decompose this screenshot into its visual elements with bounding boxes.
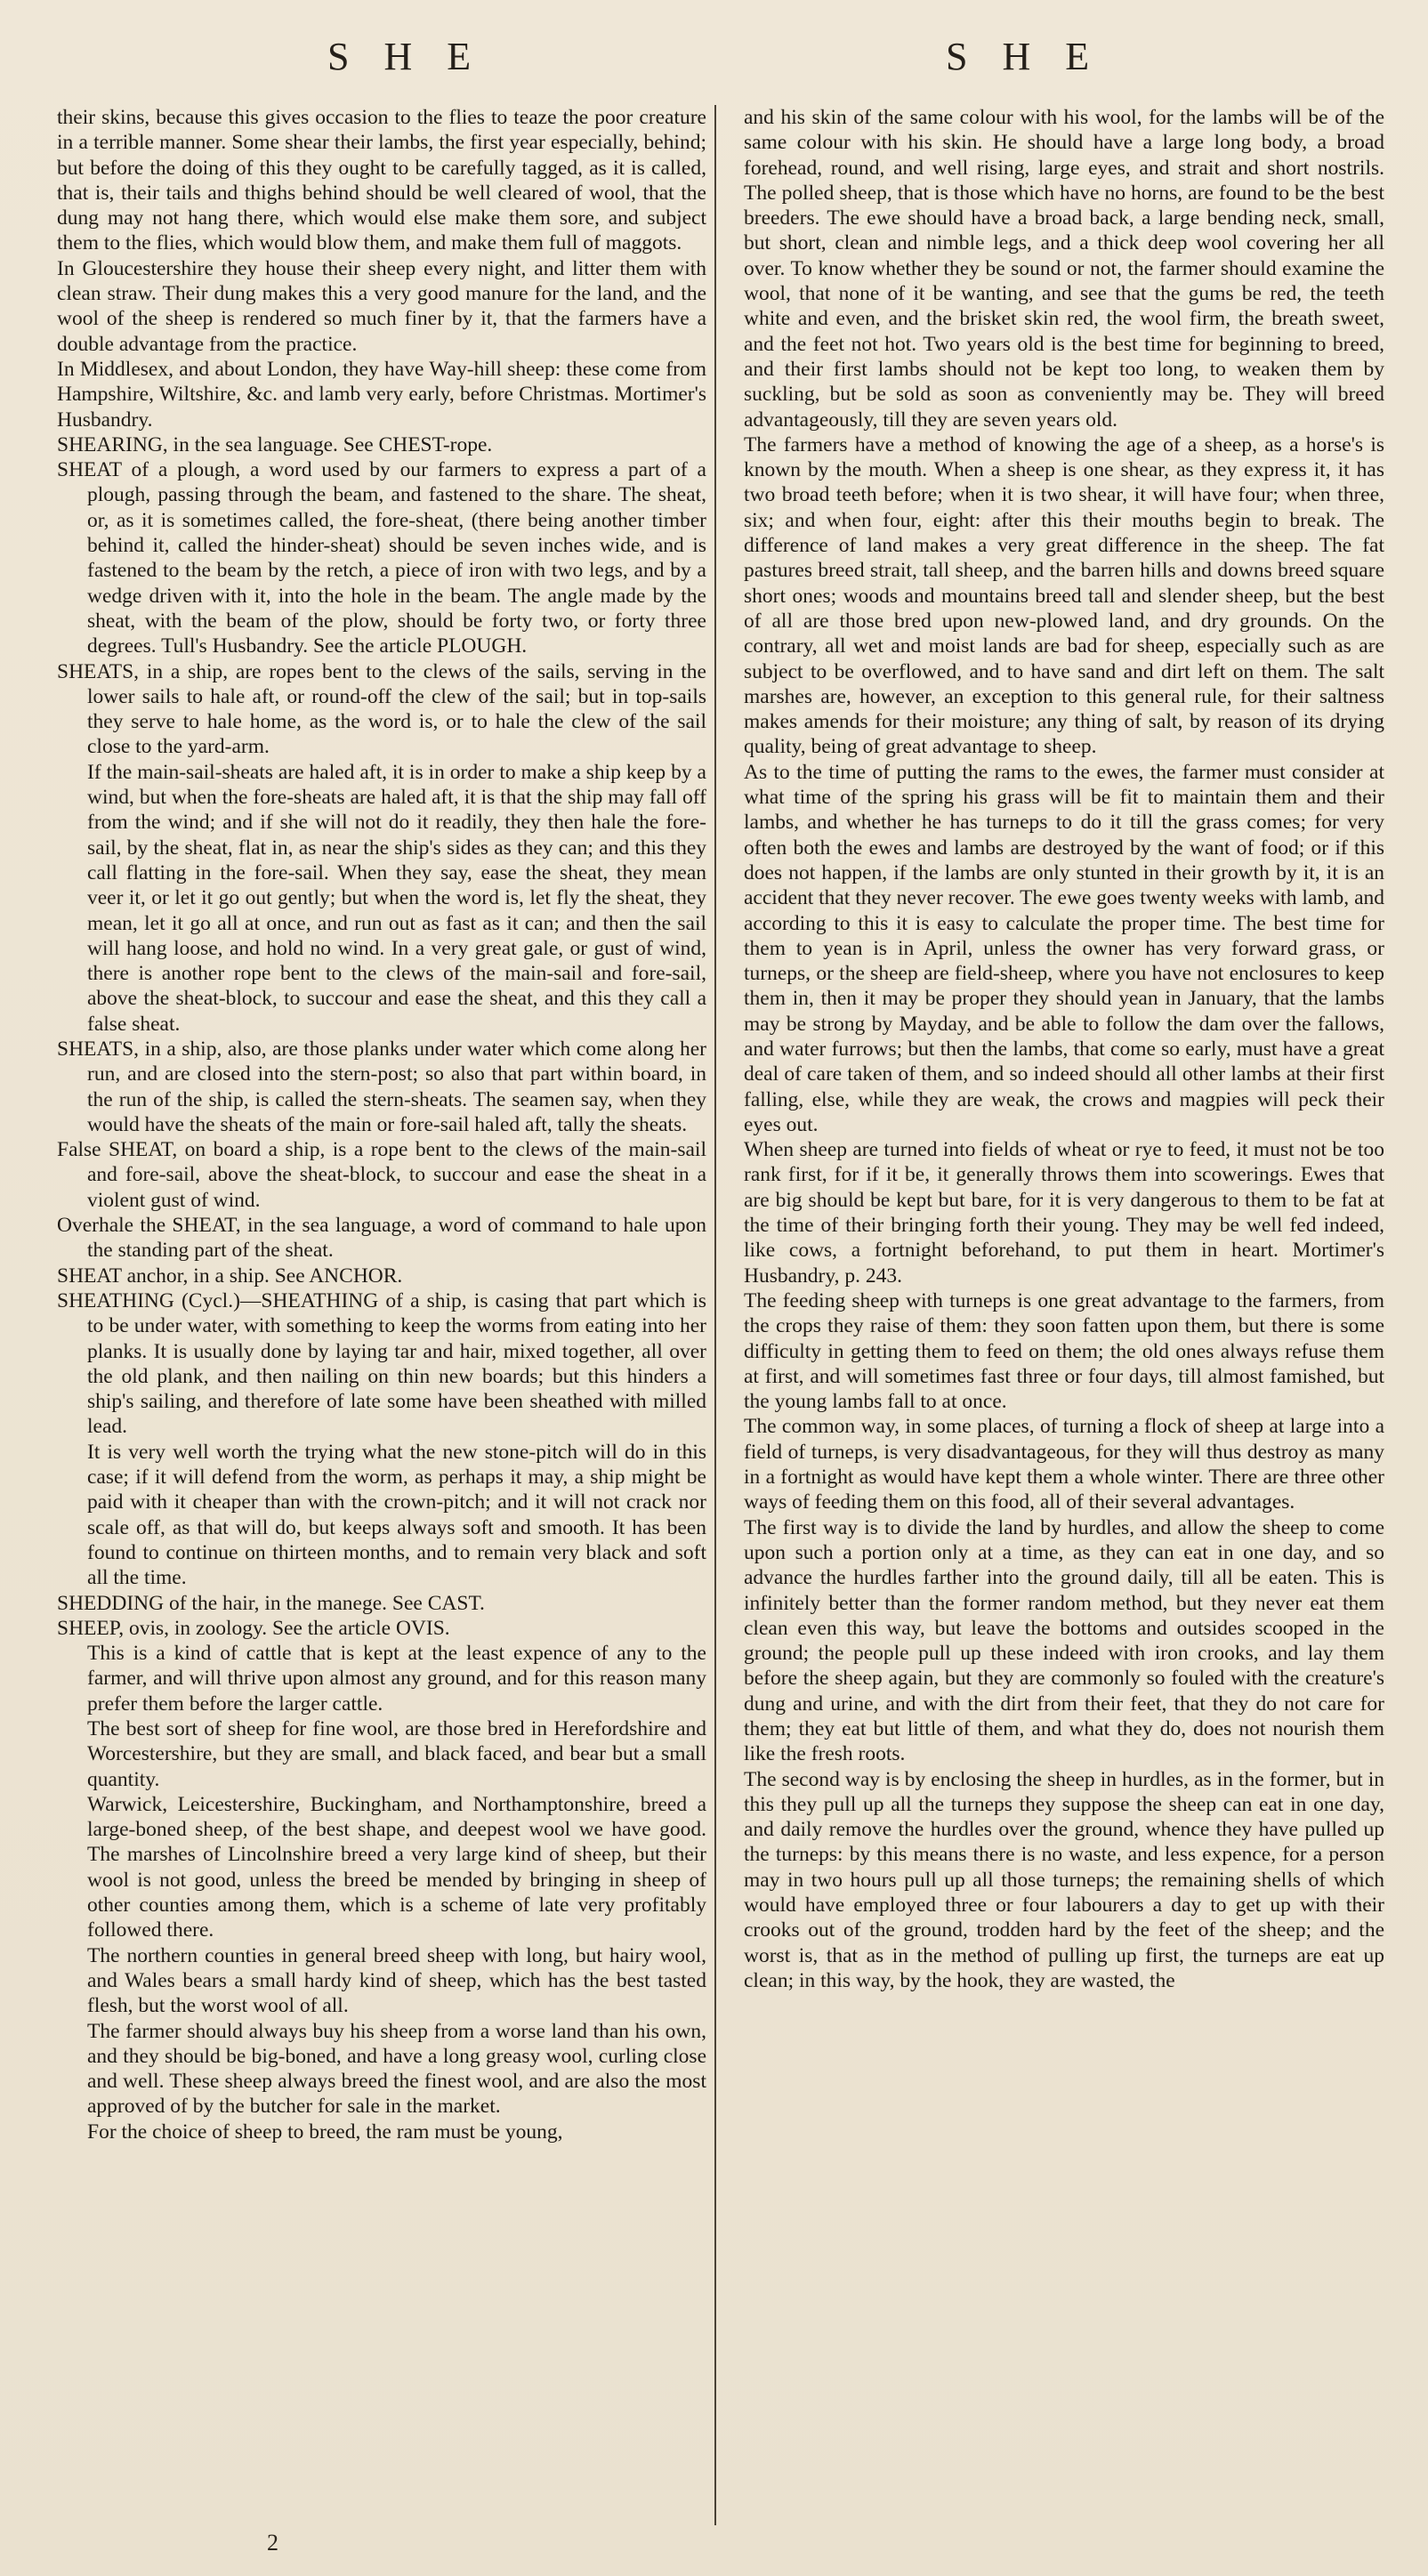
paragraph: In Middlesex, and about London, they have Way-hill sheep: these come from Hampshire, Wiltshire, &c. and lamb very early, before Christmas. Mortimer's Husbandry. xyxy=(57,357,706,432)
paragraph: SHEEP, ovis, in zoology. See the article OVIS. xyxy=(57,1616,450,1640)
page-folio: 2 xyxy=(267,2530,278,2556)
paragraph: The farmer should always buy his sheep from a worse land than his own, and they should be big-boned, and have a long greasy wool, curling close and well. These sheep always breed the finest wool, and are also the most approved of by the butcher for sale in the market. xyxy=(87,2019,706,2119)
paragraph: False SHEAT, on board a ship, is a rope bent to the clews of the main-sail and fore-sail, above the sheat-block, to succour and ease the sheat in a violent gust of wind. xyxy=(57,1138,706,1212)
paragraph: SHEARING, in the sea language. See CHEST-rope. xyxy=(57,432,493,456)
paragraph: For the choice of sheep to breed, the ram must be young, xyxy=(87,2120,563,2144)
paragraph: In Gloucestershire they house their sheep every night, and litter them with clean straw. Their dung makes this a very good manure for the land, and the wool of the sheep is rendered so much finer by it, that the farmers have a double advantage from the practice. xyxy=(57,256,706,356)
paragraph: The first way is to divide the land by hurdles, and allow the sheep to come upon such a portion only at a time, as they can eat in one day, and so advance the hurdles farther into the ground daily, till all be eaten. This is infinitely better than the former random method, but they never eat them clean even this way, but leave the bottoms and outsides scooped in the ground; the people pull up these indeed with iron crooks, and lay them before the sheep again, but they are commonly so fouled with the creature's dung and urine, and with the dirt from their feet, that they do not care for them; they eat but little of them, and what they do, does not nourish them like the fresh roots. xyxy=(744,1515,1384,1766)
paragraph: The farmers have a method of knowing the age of a sheep, as a horse's is known by the mouth. When a sheep is one shear, as they express it, it has two broad teeth before; when it is two shear, it will have four; when three, six; and when four, eight: after this their mouths begin to break. The difference of land makes a very great difference in the sheep. The fat pastures breed strait, tall sheep, and the barren hills and downs breed square short ones; woods and mountains breed tall and slender sheep, but the best of all are those bred upon new-plowed land, and dry grounds. On the contrary, all wet and moist lands are bad for sheep, especially such as are subject to be overflowed, and to have sand and dirt left on them. The salt marshes are, however, an exception to this general rule, for their saltness makes amends for their moisture; any thing of salt, by reason of its drying quality, being of great advantage to sheep. xyxy=(744,432,1384,759)
paragraph: It is very well worth the trying what the new stone-pitch will do in this case; if it will defend from the worm, as perhaps it may, a ship might be paid with it cheaper than with the crown-pitch; and it will not crack nor scale off, as that will do, but keeps always soft and smooth. It has been found to continue on thirteen months, and to remain very black and soft all the time. xyxy=(87,1440,706,1590)
paragraph: and his skin of the same colour with his wool, for the lambs will be of the same colour with his skin. He should have a large long body, a broad forehead, round, and well rising, large eyes, and strait and short nostrils. The polled sheep, that is those which have no horns, are found to be the best breeders. The ewe should have a broad back, a large bending neck, small, but short, clean and nimble legs, and a thick deep wool covering her all over. To know whether they be sound or not, the farmer should examine the wool, that none of it be wanting, and see that the gums be red, the teeth white and even, and the brisket skin red, the wool firm, the breath sweet, and the feet not hot. Two years old is the best time for beginning to breed, and their first lambs should not be kept too long, to weaken them by suckling, but be sold as soon as conveniently may be. They will breed advantageously, till they are seven years old. xyxy=(744,106,1384,432)
paragraph: SHEDDING of the hair, in the manege. See CAST. xyxy=(57,1591,485,1615)
paragraph: SHEAT of a plough, a word used by our farmers to express a part of a plough, passing through the beam, and fastened to the share. The sheat, or, as it is sometimes called, the fore-sheat, (there being another timber behind it, called the hinder-sheat) should be seven inches wide, and is fastened to the beam by the retch, a piece of iron with two legs, and by a wedge driven with it, into the hole in the beam. The angle made by the sheat, with the beam of the plow, should be forty two, or forty three degrees. Tull's Husbandry. See the article PLOUGH. xyxy=(57,458,706,658)
paragraph: their skins, because this gives occasion to the flies to teaze the poor creature in a terrible manner. Some shear their lambs, the first year especially, behind; but before the doing of this they ought to be carefully tagged, as it is called, that is, their tails and thighs behind should be well cleared of wool, that the dung may not hang there, which would else make them sore, and subject them to the flies, which would blow them, and make them full of maggots. xyxy=(57,106,706,255)
running-head-right: S H E xyxy=(946,35,1102,78)
paragraph: Warwick, Leicestershire, Buckingham, and Northamptonshire, breed a large-boned sheep, of the best shape, and deepest wool we have good. The marshes of Lincolnshire breed a very large kind of sheep, but their wool is not good, unless the breed be mended by bringing in sheep of other counties among them, which is a scheme of late very profitably followed there. xyxy=(87,1792,706,1942)
paragraph: As to the time of putting the rams to the ewes, the farmer must consider at what time of the spring his grass will be fit to maintain them and their lambs, and whether he has turneps to do it till the grass comes; for very often both the ewes and lambs are destroyed by the want of food; or if this does not happen, if the lambs are only stunted in their growth by it, it is an accident that they never recover. The ewe goes twenty weeks with lamb, and according to this it is easy to calculate the proper time. The best time for them to yean is in April, unless the owner has very forward grass, or turneps, or the sheep are field-sheep, where you have not enclosures to keep them in, then it may be proper they should yean in January, that the lambs may be strong by Mayday, and be able to follow the dam over the fallows, and water furrows; but then the lambs, that come so early, must have a great deal of care taken of them, and so indeed should all other lambs at their first falling, else, while they are weak, the crows and magpies will peck their eyes out. xyxy=(744,760,1384,1136)
paragraph: If the main-sail-sheats are haled aft, it is in order to make a ship keep by a wind, but when the fore-sheats are haled aft, it is that the ship may fall off from the wind; and if she will not do it readily, they then hale the fore-sail, by the sheat, flat in, as near the ship's sides as they can; and this they call flatting in the fore-sail. When they say, ease the sheat, they mean veer it, or let it go out gently; but when the word is, let fly the sheat, they mean, let it go all at once, and run out as fast as it can; and then the sail will hang loose, and hold no wind. In a very great gale, or gust of wind, there is another rope bent to the clews of the main-sail and fore-sail, above the sheat-block, to succour and ease the sheat, and this they call a false sheat. xyxy=(87,760,706,1036)
paragraph: The second way is by enclosing the sheep in hurdles, as in the former, but in this they pull up all the turneps they suppose the sheep can eat in one day, and daily remove the hurdles over the ground, whence they have pulled up the turneps: by this means there is no waste, and less expence, for a person may in two hours pull up all those turneps; the remaining shells of which would have employed three or four labourers a day to get up with their crooks out of the ground, trodden hard by the feet of the sheep; and the worst is, that as in the method of pulling up first, the turneps are eat up clean; in this way, by the hook, they are wasted, the xyxy=(744,1767,1384,1992)
paragraph: This is a kind of cattle that is kept at the least expence of any to the farmer, and will thrive upon almost any ground, and for this reason many prefer them before the larger cattle. xyxy=(87,1642,706,1716)
paragraph: The feeding sheep with turneps is one great advantage to the farmers, from the crops they raise of them: they soon fatten upon them, but there is some difficulty in getting them to feed on them; the old ones always refuse them at first, and will sometimes fast three or four days, till almost famished, but the young lambs fall to at once. xyxy=(744,1288,1384,1414)
paragraph: SHEATS, in a ship, are ropes bent to the clews of the sails, serving in the lower sails to hale aft, or round-off the clew of the sail; but in top-sails they serve to hale home, as the word is, or to hale the clew of the sail close to the yard-arm. xyxy=(57,659,706,759)
running-head-left: S H E xyxy=(327,35,484,78)
paragraph: SHEAT anchor, in a ship. See ANCHOR. xyxy=(57,1264,403,1288)
column-divider xyxy=(714,105,716,2525)
paragraph: Overhale the SHEAT, in the sea language, a word of command to hale upon the standing part of the sheat. xyxy=(57,1214,706,1263)
right-column xyxy=(735,105,1384,2541)
paragraph: The northern counties in general breed sheep with long, but hairy wool, and Wales bears a small hardy kind of sheep, which has the best tasted flesh, but the worst wool of all. xyxy=(87,1943,706,2018)
paragraph: When sheep are turned into fields of wheat or rye to feed, it must not be too rank first, for if it be, it generally throws them into scowerings. Ewes that are big should be kept but bare, for it is very dangerous to them to be fat at the time of their bringing forth their young. They may be well fed indeed, like cows, a fortnight beforehand, to put them in heart. Mortimer's Husbandry, p. 243. xyxy=(744,1138,1384,1288)
paragraph: The best sort of sheep for fine wool, are those bred in Herefordshire and Worcestershire, but they are small, and black faced, and bear but a small quantity. xyxy=(87,1717,706,1791)
paragraph: The common way, in some places, of turning a flock of sheep at large into a field of turneps, is very disadvantageous, for they will thus destroy as many in a fortnight as would have kept them a whole winter. There are three other ways of feeding them on this food, all of their several advantages. xyxy=(744,1415,1384,1514)
paragraph: SHEATS, in a ship, also, are those planks under water which come along her run, and are closed into the stern-post; so also that part within board, in the run of the ship, is called the stern-sheats. The seamen say, when they would have the sheats of the main or fore-sail haled aft, tally the sheats. xyxy=(57,1037,706,1136)
paragraph: SHEATHING (Cycl.)—SHEATHING of a ship, is casing that part which is to be under water, with something to keep the worms from eating into her planks. It is usually done by laying tar and hair, mixed together, all over the old plank, and then nailing on thin new boards; but this hinders a ship's sailing, and therefore of late some have been sheathed with milled lead. xyxy=(57,1288,706,1439)
left-column xyxy=(57,105,706,2541)
